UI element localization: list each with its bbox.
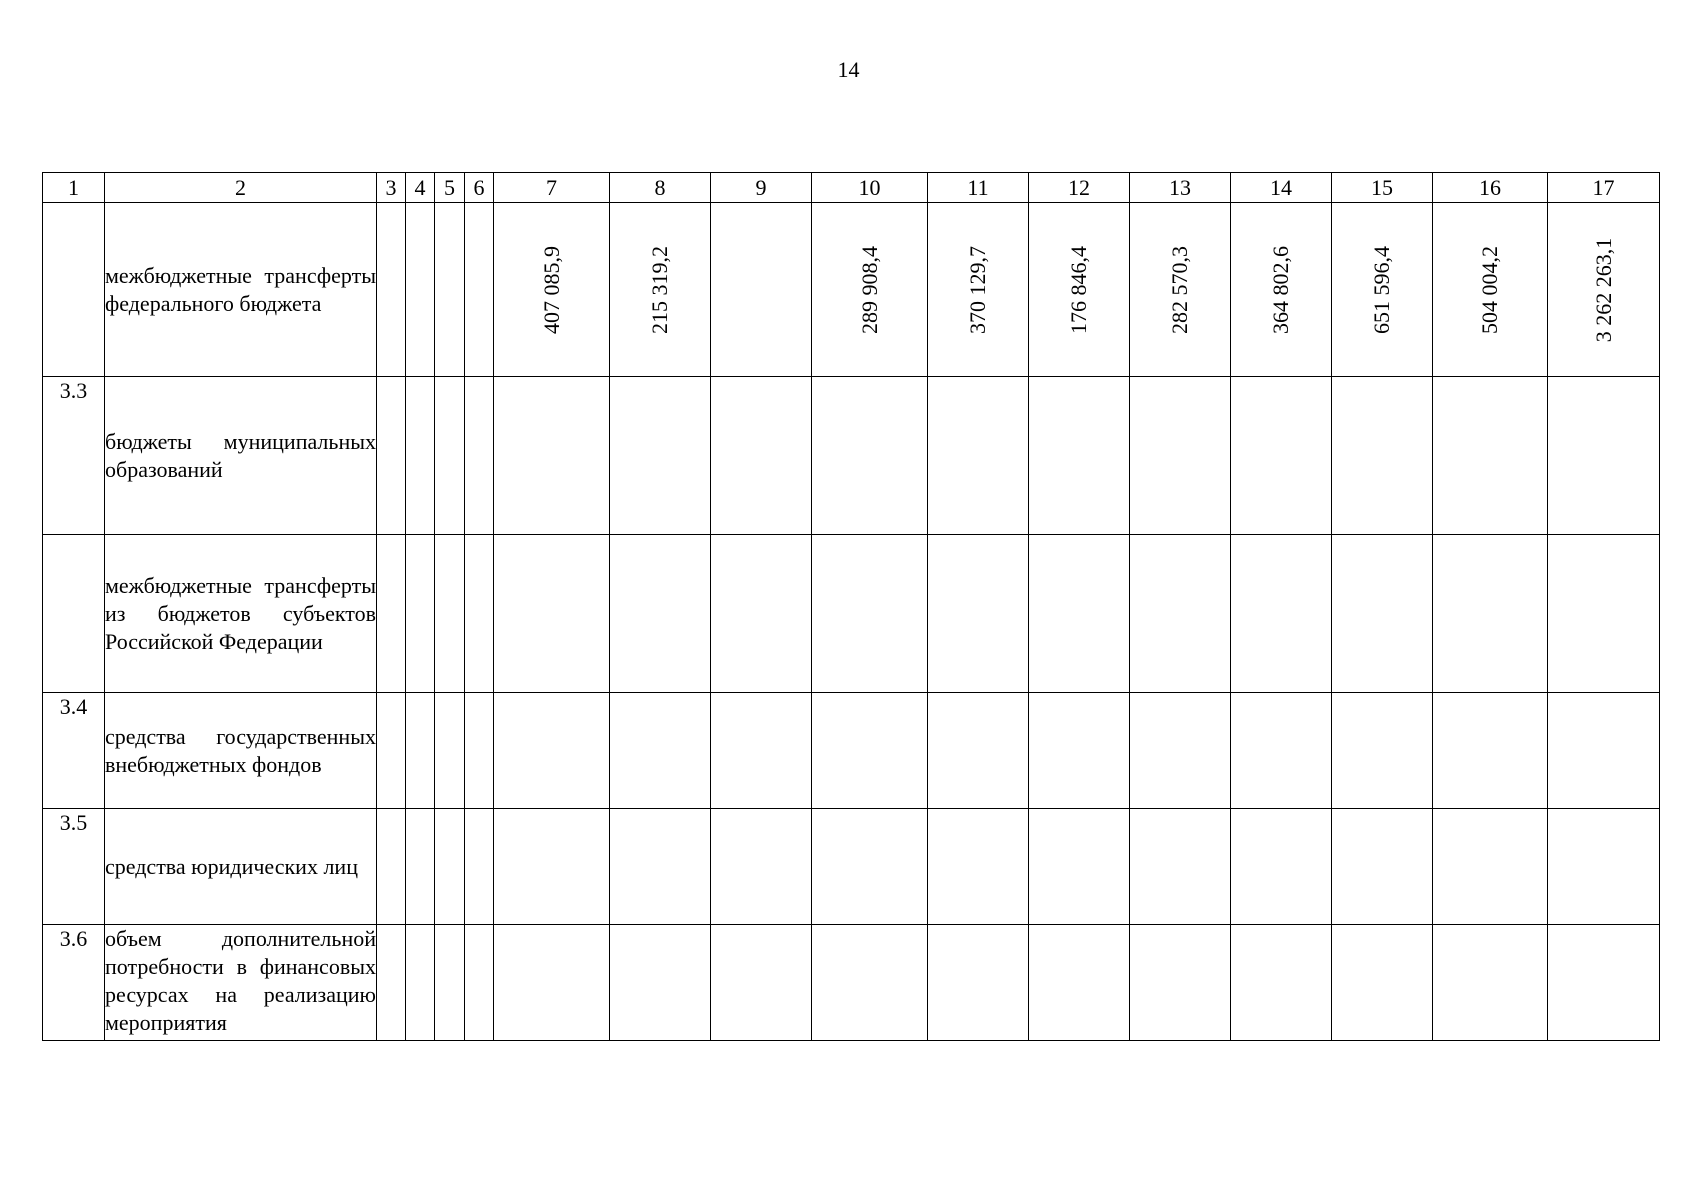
column-header: 17: [1548, 173, 1660, 203]
value-text: 282 570,3: [1167, 245, 1192, 334]
empty-cell: [1548, 693, 1660, 809]
empty-cell: [406, 377, 435, 535]
empty-cell: [465, 925, 494, 1041]
empty-cell: [1548, 809, 1660, 925]
value-text: 504 004,2: [1477, 245, 1502, 334]
empty-cell: [610, 809, 711, 925]
empty-cell: [1548, 925, 1660, 1041]
empty-cell: [1231, 693, 1332, 809]
empty-cell: [465, 693, 494, 809]
empty-cell: [377, 925, 406, 1041]
empty-cell: [494, 377, 610, 535]
empty-cell: [465, 535, 494, 693]
value-cell: [1548, 203, 1660, 377]
empty-cell: [1130, 377, 1231, 535]
table-row: [43, 809, 1660, 925]
row-number: 3.6: [43, 925, 105, 1041]
column-header: 1: [43, 173, 105, 203]
page-number: 14: [837, 57, 860, 82]
empty-cell: [1433, 809, 1548, 925]
empty-cell: [1433, 925, 1548, 1041]
empty-cell: [1332, 377, 1433, 535]
value-cell: [928, 203, 1029, 377]
value-text: 364 802,6: [1268, 245, 1293, 334]
empty-cell: [1548, 535, 1660, 693]
row-number: 3.3: [43, 377, 105, 535]
empty-cell: [406, 809, 435, 925]
value-text: 215 319,2: [647, 245, 672, 334]
empty-cell: [1332, 925, 1433, 1041]
empty-cell: [1332, 809, 1433, 925]
empty-cell: [377, 535, 406, 693]
empty-cell: [1130, 925, 1231, 1041]
empty-cell: [377, 809, 406, 925]
table-row: [43, 925, 1660, 1041]
column-number-row: [43, 173, 1660, 203]
empty-cell: [610, 925, 711, 1041]
column-header: 12: [1029, 173, 1130, 203]
row-number: 3.5: [43, 809, 105, 925]
value-text: 407 085,9: [538, 245, 564, 334]
empty-cell: [1433, 693, 1548, 809]
empty-cell: [928, 925, 1029, 1041]
column-header: 15: [1332, 173, 1433, 203]
empty-cell: [377, 203, 406, 377]
value-cell: [610, 203, 711, 377]
row-number: [43, 203, 105, 377]
row-label: средства юридических лиц: [105, 809, 377, 925]
value-cell: [494, 203, 610, 377]
value-cell: [1231, 203, 1332, 377]
value-cell: [1332, 203, 1433, 377]
empty-cell: [406, 203, 435, 377]
empty-cell: [928, 535, 1029, 693]
column-header: 11: [928, 173, 1029, 203]
column-header: 13: [1130, 173, 1231, 203]
empty-cell: [928, 693, 1029, 809]
empty-cell: [1332, 535, 1433, 693]
empty-cell: [1130, 535, 1231, 693]
column-header: 14: [1231, 173, 1332, 203]
empty-cell: [711, 693, 812, 809]
empty-cell: [435, 377, 465, 535]
empty-cell: [494, 693, 610, 809]
empty-cell: [406, 925, 435, 1041]
empty-cell: [812, 377, 928, 535]
empty-cell: [406, 693, 435, 809]
column-header: 4: [406, 173, 435, 203]
table-row: [43, 203, 1660, 377]
empty-cell: [435, 203, 465, 377]
column-header: 9: [711, 173, 812, 203]
empty-cell: [465, 203, 494, 377]
column-header: 16: [1433, 173, 1548, 203]
row-label: средства государственных внебюджетных фондов: [105, 693, 377, 809]
empty-cell: [494, 809, 610, 925]
column-header: 2: [105, 173, 377, 203]
empty-cell: [377, 693, 406, 809]
empty-cell: [377, 377, 406, 535]
empty-cell: [494, 925, 610, 1041]
value-cell: [812, 203, 928, 377]
empty-cell: [711, 535, 812, 693]
empty-cell: [812, 925, 928, 1041]
empty-cell: [494, 535, 610, 693]
empty-cell: [435, 693, 465, 809]
empty-cell: [610, 377, 711, 535]
value-cell: [1130, 203, 1231, 377]
table-row: [43, 693, 1660, 809]
column-header: 5: [435, 173, 465, 203]
value-text: 3 262 263,1: [1590, 237, 1616, 342]
empty-cell: [1332, 693, 1433, 809]
column-header: 7: [494, 173, 610, 203]
value-text: 289 908,4: [856, 245, 882, 334]
empty-cell: [1231, 377, 1332, 535]
row-label: бюджеты муниципальных образований: [105, 377, 377, 535]
empty-cell: [406, 535, 435, 693]
empty-cell: [1029, 925, 1130, 1041]
empty-cell: [1029, 535, 1130, 693]
empty-cell: [1130, 809, 1231, 925]
empty-cell: [610, 693, 711, 809]
row-label: межбюджетные трансферты федерального бюджета: [105, 203, 377, 377]
empty-cell: [1231, 925, 1332, 1041]
value-text: 370 129,7: [965, 245, 990, 334]
empty-cell: [711, 377, 812, 535]
empty-cell: [1231, 535, 1332, 693]
empty-cell: [465, 809, 494, 925]
value-cell: [1433, 203, 1548, 377]
column-header: 8: [610, 173, 711, 203]
empty-cell: [435, 809, 465, 925]
empty-cell: [1433, 377, 1548, 535]
value-text: 651 596,4: [1369, 245, 1394, 334]
empty-cell: [1029, 377, 1130, 535]
table-row: [43, 535, 1660, 693]
empty-cell: [435, 925, 465, 1041]
empty-cell: [610, 535, 711, 693]
empty-cell: [812, 809, 928, 925]
column-header: 6: [465, 173, 494, 203]
empty-cell: [711, 809, 812, 925]
empty-cell: [1433, 535, 1548, 693]
empty-cell: [1231, 809, 1332, 925]
empty-cell: [465, 377, 494, 535]
row-label: объем дополнительной потребности в финансовых ресурсах на реализацию мероприятия: [105, 925, 377, 1041]
row-label: межбюджетные трансферты из бюджетов субъектов Российской Федерации: [105, 535, 377, 693]
row-number: [43, 535, 105, 693]
budget-table: [42, 172, 1660, 1041]
value-cell: [1029, 203, 1130, 377]
empty-cell: [1548, 377, 1660, 535]
empty-cell: [928, 377, 1029, 535]
empty-cell: [711, 925, 812, 1041]
empty-cell: [435, 535, 465, 693]
empty-cell: [1029, 809, 1130, 925]
row-number: 3.4: [43, 693, 105, 809]
column-header: 10: [812, 173, 928, 203]
empty-cell: [928, 809, 1029, 925]
value-text: 176 846,4: [1066, 245, 1091, 334]
column-header: 3: [377, 173, 406, 203]
empty-cell: [1029, 693, 1130, 809]
empty-cell: [812, 535, 928, 693]
table-row: [43, 377, 1660, 535]
empty-cell: [1130, 693, 1231, 809]
empty-cell: [812, 693, 928, 809]
value-cell: [711, 203, 812, 377]
